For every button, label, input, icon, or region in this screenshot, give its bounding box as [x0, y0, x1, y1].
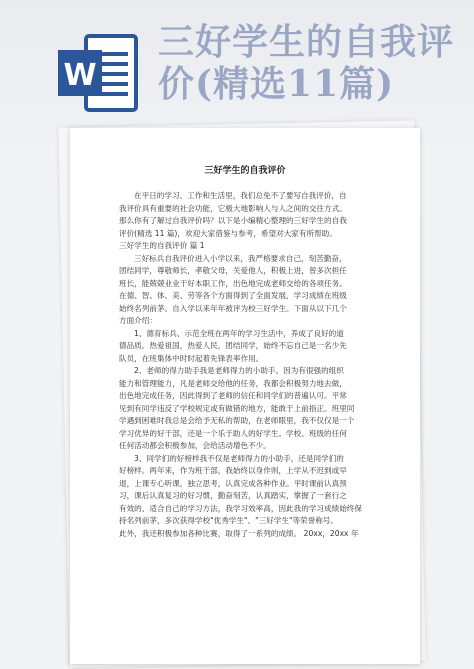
document-line: 队员，在班集体中时时起着先锋表率作用。	[119, 353, 264, 363]
document-line: 评价(精选 11 篇)，欢迎大家借鉴与参考，希望对大家有所帮助。	[119, 228, 337, 238]
document-line: 我评价具有重要的社会功能，它极大地影响人与人之间的交往方式。	[119, 203, 347, 213]
document-line: 在平日的学习、工作和生活里，我们总免不了要写自我评价，自	[134, 191, 347, 200]
document-line: 见到有同学违反了学校规定或有做错的地方，能敢于上前指正。班里同	[119, 403, 355, 413]
document-line: 2、老师的得力助手我是老师得力的小助手。因为有很强的组织	[134, 366, 344, 375]
page-title-line-1: 三好学生的自我评	[158, 21, 455, 63]
document-line: 任何活动都会积极参加，会给活动增色不少。	[119, 441, 271, 450]
document-line: 始终名列前茅。自入学以来年年被评为校三好学生。下面从以下几个	[119, 303, 347, 313]
document-title: 三好学生的自我评价	[204, 166, 286, 176]
document-line: 三好标兵自我评价进入小学以来，我严格要求自己，刻苦勤奋，	[134, 253, 347, 263]
document-line: 那么你有了解过自我评价吗？以下是小编精心整理的三好学生的自我	[119, 216, 347, 225]
document-line: 出色地完成任务，因此得到了老师的信任和同学们的普遍认可。平常	[119, 391, 347, 400]
document-line: 方面介绍：	[119, 316, 157, 325]
word-icon-letter: W	[63, 58, 97, 93]
page-title-line-2: 价(精选11篇)	[158, 63, 395, 105]
document-page	[70, 128, 420, 664]
document-line: 德品质。热爱祖国，热爱人民，团结同学，始终不忘自己是一名少先	[119, 341, 347, 350]
document-line: 班长，能兢兢业业干好本职工作，出色地完成老师交给的各项任务。	[119, 278, 347, 288]
document-line: 此外，我还积极参加各种比赛，取得了一系列的成绩。 20xx，20xx 年	[119, 528, 359, 538]
document-line: 1、德育标兵、示范全班在两年的学习生活中，养成了良好的道	[134, 328, 344, 338]
document-line: 能力和管理能力，凡是老师交给他的任务，我都会积极努力地去做，	[119, 378, 347, 388]
header-banner	[0, 0, 474, 140]
word-document-icon	[56, 30, 140, 116]
document-line: 习，课后认真复习的好习惯，勤奋刻苦，认真踏实，掌握了一套行之	[119, 491, 347, 500]
document-line: 有效的、适合自己的学习方法，我学习效率高，因此我的学习成绩始终保	[119, 503, 362, 513]
document-line: 学遇到困难时我总是会给予无私的帮助，在老师眼里，我不仅仅是一个	[119, 416, 355, 425]
document-line: 持名列前茅，多次获得学校"优秀学生"、"三好学生"等荣誉称号。	[119, 516, 338, 525]
document-line: 三好学生的自我评价 篇 1	[119, 241, 205, 250]
document-line: 在德、智、体、美、劳等各个方面得到了全面发展，学习成绩在班级	[119, 291, 347, 300]
document-line: 退，上课专心听课，独立思考，认真完成各种作业。平时课前认真预	[119, 478, 347, 488]
document-line: 3、同学们的好榜样我不仅是老师得力的小助手，还是同学们的	[134, 453, 344, 463]
document-body	[119, 190, 381, 540]
document-line: 团结同学，尊敬师长，孝敬父母，关爱他人，积极上进，曾多次担任	[119, 266, 347, 275]
document-line: 好榜样。两年来，作为班干部，我始终以身作则，上学从不迟到或早	[119, 466, 347, 475]
document-line: 学习优异的好干部，还是一个乐于助人的好学生。学校、班级的任何	[119, 428, 347, 438]
